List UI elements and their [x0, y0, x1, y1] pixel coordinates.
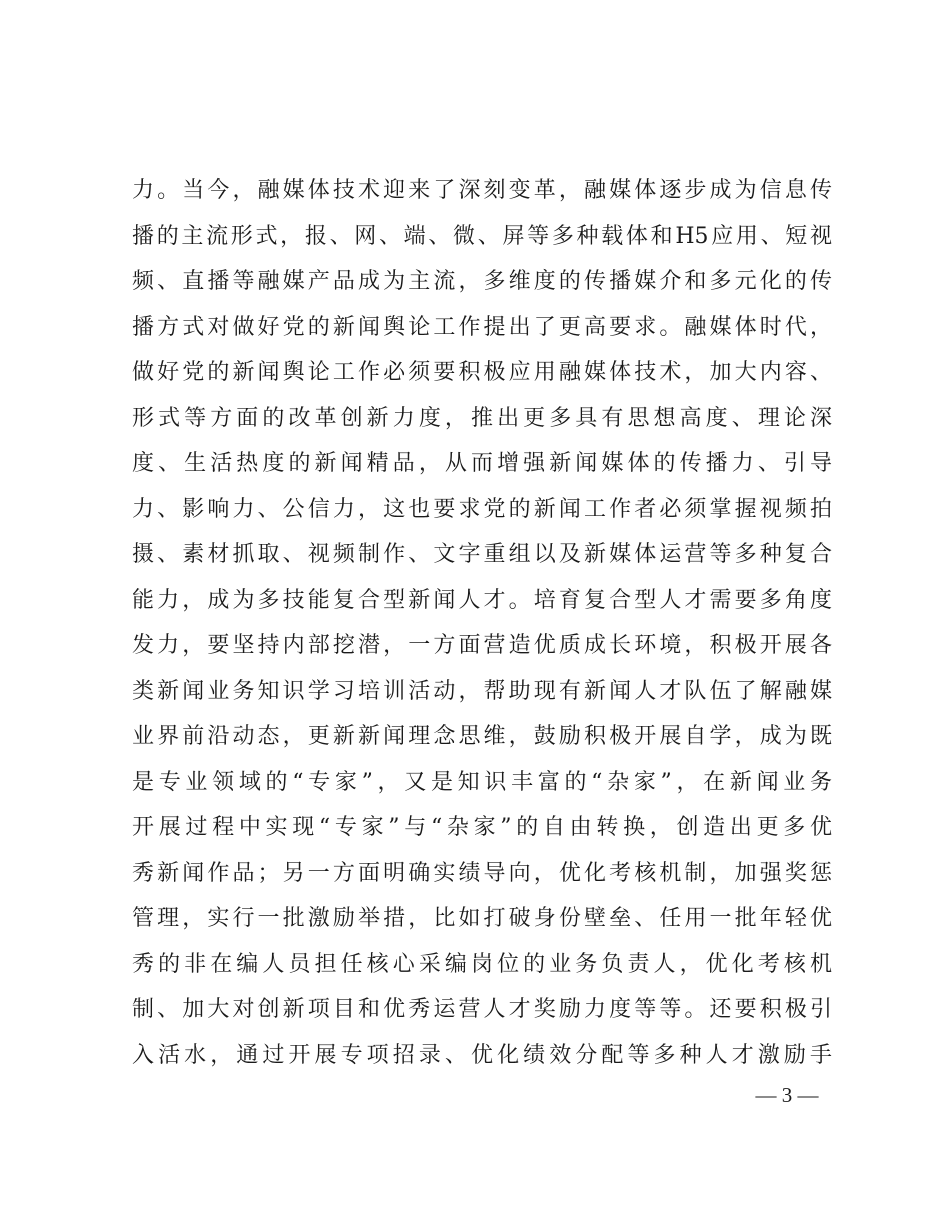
text-line: 入活水，通过开展专项招录、优化绩效分配等多种人才激励手	[132, 1042, 832, 1068]
text-line: 力。当今，融媒体技术迎来了深刻变革，融媒体逐步成为信息传	[132, 178, 832, 203]
text-line: 发力，要坚持内部挖潜，一方面营造优质成长环境，积极开展各	[132, 633, 832, 658]
text-line: 播的主流形式，报、网、端、微、屏等多种载体和H5应用、短视	[132, 223, 832, 249]
text-line: 类新闻业务知识学习培训活动，帮助现有新闻人才队伍了解融媒	[132, 678, 832, 704]
text-line: 做好党的新闻舆论工作必须要积极应用融媒体技术，加大内容、	[132, 360, 832, 385]
text-line: 摄、素材抓取、视频制作、文字重组以及新媒体运营等多种复合	[132, 542, 832, 567]
text-line: 秀的非在编人员担任核心采编岗位的业务负责人，优化考核机	[132, 951, 832, 977]
page-number: — 3 —	[755, 1083, 819, 1107]
text-line: 管理，实行一批激励举措，比如打破身份壁垒、任用一批年轻优	[132, 906, 832, 931]
text-line: 开展过程中实现“专家”与“杂家”的自由转换，创造出更多优	[132, 815, 832, 840]
text-line: 秀新闻作品；另一方面明确实绩导向，优化考核机制，加强奖惩	[132, 860, 832, 886]
text-line: 播方式对做好党的新闻舆论工作提出了更高要求。融媒体时代，	[132, 314, 832, 340]
text-line: 力、影响力、公信力，这也要求党的新闻工作者必须掌握视频拍	[132, 496, 832, 522]
text-line: 形式等方面的改革创新力度，推出更多具有思想高度、理论深	[132, 405, 832, 431]
text-line: 频、直播等融媒产品成为主流，多维度的传播媒介和多元化的传	[132, 269, 832, 294]
body-text	[132, 168, 832, 1078]
text-line: 制、加大对创新项目和优秀运营人才奖励力度等等。还要积极引	[132, 997, 832, 1022]
text-line: 能力，成为多技能复合型新闻人才。培育复合型人才需要多角度	[132, 587, 832, 613]
text-line: 业界前沿动态，更新新闻理念思维，鼓励积极开展自学，成为既	[132, 724, 832, 749]
text-line: 度、生活热度的新闻精品，从而增强新闻媒体的传播力、引导	[132, 451, 832, 476]
text-line: 是专业领域的“专家”，又是知识丰富的“杂家”，在新闻业务	[132, 769, 832, 795]
